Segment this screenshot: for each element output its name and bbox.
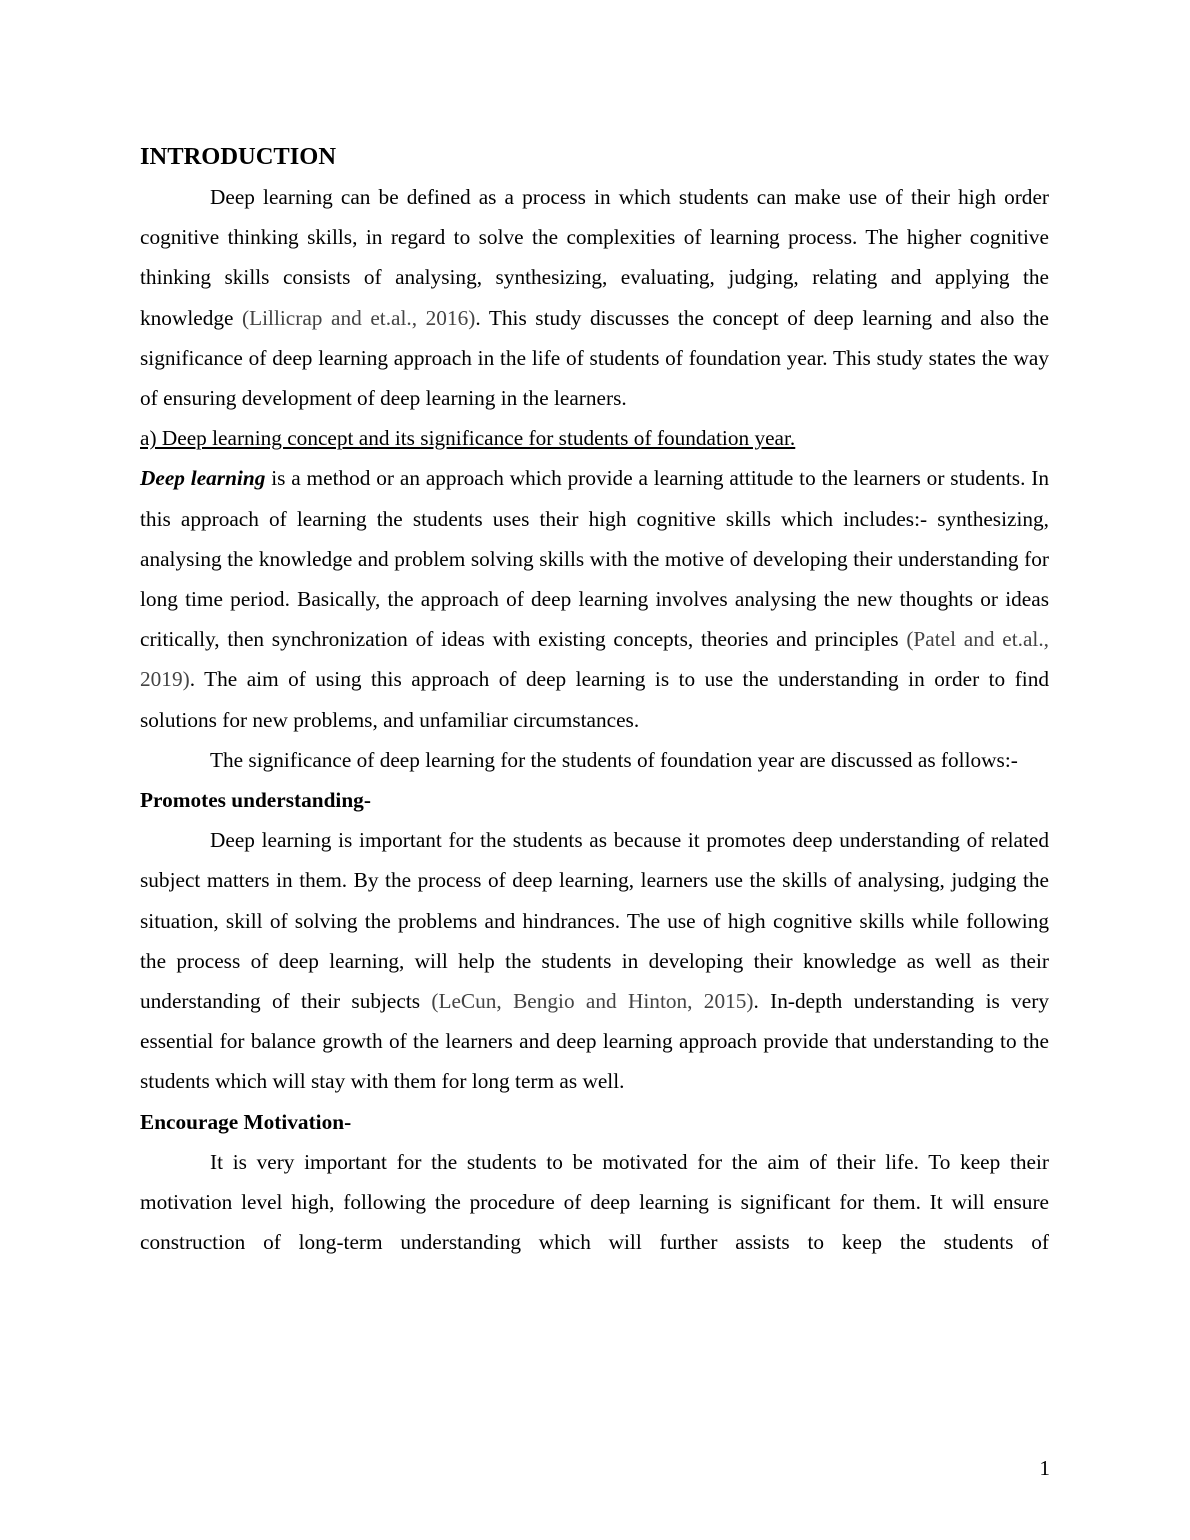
page-content — [140, 141, 1049, 1262]
intro-citation: (Lillicrap and et.al., 2016) — [242, 305, 476, 330]
deep-learning-term: Deep learning — [140, 466, 266, 491]
section-a-title: a) Deep learning concept and its significance for students of foundation year. — [140, 426, 796, 451]
significance-intro: The significance of deep learning for the students of foundation year are discussed as follows:- — [210, 747, 1018, 772]
motivation-heading: Encourage Motivation- — [140, 1109, 352, 1134]
intro-text-2: . This study discusses the concept of deep learning and also the significance of deep learning approach in the life of students of foundation year. This study states the way of ensuring development of deep learning in the learners. — [140, 305, 1049, 411]
deep-learning-text-2: . The aim of using this approach of deep learning is to use the understanding in order to find solutions for new problems, and unfamiliar circumstances. — [140, 667, 1049, 732]
deep-learning-text-1: is a method or an approach which provide a learning attitude to the learners or students. In this approach of learning the students uses their high cognitive skills which includes:- synthesizing, analysing the knowledge and problem solving skills with the motive of developing their understanding for long time period. Basically, the approach of deep learning involves analysing the new thoughts or ideas critically, then synchronization of ideas with existing concepts, theories and principles — [140, 466, 1049, 652]
page-number-container — [1039, 1454, 1050, 1482]
page-number: 1 — [1039, 1456, 1050, 1480]
promotes-heading: Promotes understanding- — [140, 788, 371, 813]
page-title: INTRODUCTION — [140, 143, 337, 170]
motivation-paragraph: It is very important for the students to be motivated for the aim of their life. To keep their motivation level high, following the procedure of deep learning is significant for them. It will ensure construction of long-term understanding which will further assists to keep the students of — [140, 1149, 1049, 1255]
promotes-text-2: . In-depth understanding is very essential for balance growth of the learners and deep learning approach provide that understanding to the students which will stay with them for long term as well. — [140, 989, 1049, 1094]
promotes-text-1: Deep learning is important for the students as because it promotes deep understanding of related subject matters in them. By the process of deep learning, learners use the skills of analysing, judging the situation, skill of solving the problems and hindrances. The use of high cognitive skills while following the process of deep learning, will help the students in developing their knowledge as well as their understanding of their subjects — [140, 828, 1049, 1014]
promotes-paragraph — [140, 820, 1049, 1101]
intro-paragraph — [140, 177, 1049, 418]
deep-learning-citation: (Patel and et.al., 2019) — [140, 627, 1049, 692]
deep-learning-paragraph — [140, 458, 1049, 739]
intro-text-1: Deep learning can be defined as a process in which students can make use of their high order cognitive thinking skills, in regard to solve the complexities of learning process. The higher cognitive thinking skills consists of analysing, synthesizing, evaluating, judging, relating and applying the knowledge — [140, 185, 1049, 330]
promotes-citation: (LeCun, Bengio and Hinton, 2015) — [431, 989, 754, 1014]
